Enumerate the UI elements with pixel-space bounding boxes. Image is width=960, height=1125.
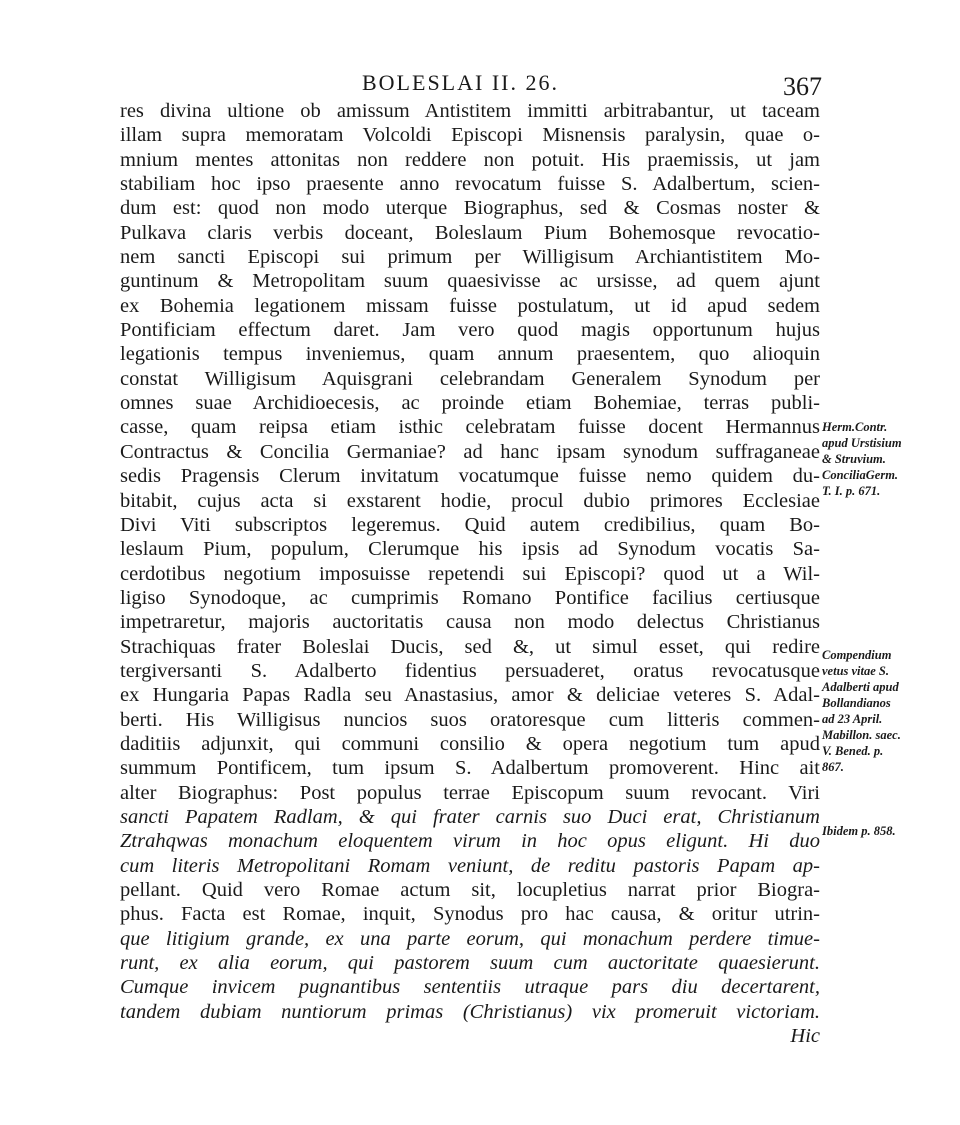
marginal-note: Adalberti apud bbox=[822, 680, 899, 694]
text-line: casse, quam reipsa etiam isthic celebratam fuisse docent Hermannus bbox=[120, 416, 820, 439]
marginal-note: Mabillon. saec. bbox=[822, 728, 901, 742]
text-line: bitabit, cujus acta si exstarent hodie, procul dubio primores Ecclesiae bbox=[120, 489, 820, 512]
text-line: ligiso Synodoque, ac cumprimis Romano Pontifice facilius certiusque bbox=[120, 586, 820, 609]
text-line: alter Biographus: Post populus terrae Episcopum suum revocant. Viri bbox=[120, 781, 820, 804]
text-line: sancti Papatem Radlam, & qui frater carnis suo Duci erat, Christianum bbox=[120, 805, 820, 828]
text-line: legationis tempus inveniemus, quam annum praesentem, quo alioquin bbox=[120, 343, 820, 366]
body-text bbox=[120, 99, 820, 1048]
marginal-note: T. I. p. 671. bbox=[822, 484, 881, 498]
marginal-notes bbox=[822, 420, 952, 844]
text-line: daditiis adjunxit, qui communi consilio & opera negotium tum apud bbox=[120, 732, 820, 755]
text-line: runt, ex alia eorum, qui pastorem suum cum auctoritate quaesierunt. bbox=[120, 952, 820, 975]
text-line: Pulkava claris verbis doceant, Boleslaum Pium Bohemosque revocatio- bbox=[120, 221, 820, 244]
running-head: BOLESLAI II. 26. bbox=[362, 70, 559, 95]
text-line: summum Pontificem, tum ipsum S. Adalbertum promoverent. Hinc ait bbox=[120, 757, 820, 780]
text-line: constat Willigisum Aquisgrani celebrandam Generalem Synodum per bbox=[120, 367, 820, 390]
text-line: Contractus & Concilia Germaniae? ad hanc ipsam synodum suffraganeae bbox=[120, 440, 820, 463]
marginal-note: Bollandianos bbox=[822, 696, 891, 710]
text-line: ex Hungaria Papas Radla seu Anastasius, amor & deliciae veteres S. Adal- bbox=[120, 684, 820, 707]
text-line: nem sancti Episcopi sui primum per Willigisum Archiantistitem Mo- bbox=[120, 246, 820, 269]
marginal-note: 867. bbox=[822, 760, 844, 774]
text-line: berti. His Willigisus nuncios suos oratoresque cum litteris commen- bbox=[120, 708, 820, 731]
text-line: Strachiquas frater Boleslai Ducis, sed &, ut simul esset, qui redire bbox=[120, 635, 820, 658]
marginal-note: vetus vitae S. bbox=[822, 664, 890, 678]
text-line: leslaum Pium, populum, Clerumque his ipsis ad Synodum vocatis Sa- bbox=[120, 538, 820, 561]
text-line: dum est: quod non modo uterque Biographus, sed & Cosmas noster & bbox=[120, 197, 820, 220]
text-line: mnium mentes attonitas non reddere non potuit. His praemissis, ut jam bbox=[120, 148, 820, 171]
text-line: omnes suae Archidioecesis, ac proinde etiam Bohemiae, terras publi- bbox=[120, 392, 820, 415]
text-line: phus. Facta est Romae, inquit, Synodus pro hac causa, & oritur utrin- bbox=[120, 903, 820, 926]
marginal-note: apud Urstisium bbox=[822, 436, 902, 450]
text-line: stabiliam hoc ipso praesente anno revocatum fuisse S. Adalbertum, scien- bbox=[120, 173, 820, 196]
marginal-note: V. Bened. p. bbox=[822, 744, 884, 758]
catchword: Hic bbox=[790, 1025, 820, 1048]
text-line: ex Bohemia legationem missam fuisse postulatum, ut id apud sedem bbox=[120, 294, 820, 317]
text-line: tandem dubiam nuntiorum primas (Christianus) vix promeruit victoriam. bbox=[120, 1000, 820, 1023]
text-line: cum literis Metropolitani Romam veniunt, de reditu pastoris Papam ap- bbox=[120, 854, 820, 877]
text-line: Divi Viti subscriptos legeremus. Quid autem credibilius, quam Bo- bbox=[120, 513, 820, 536]
text-line: illam supra memoratam Volcoldi Episcopi Misnensis paralysin, quae o- bbox=[120, 124, 820, 147]
text-line: impetraretur, majoris auctoritatis causa non modo delectus Christianus bbox=[120, 611, 820, 634]
marginal-note: & Struvium. bbox=[822, 452, 886, 466]
page-number: 367 bbox=[783, 72, 822, 101]
marginal-note: Ibidem p. 858. bbox=[822, 824, 896, 838]
text-line: que litigium grande, ex una parte eorum, qui monachum perdere timue- bbox=[120, 927, 820, 950]
text-line: pellant. Quid vero Romae actum sit, locupletius narrat prior Biogra- bbox=[120, 879, 820, 901]
text-line: Pontificiam effectum daret. Jam vero quod magis opportunum hujus bbox=[120, 319, 820, 342]
text-line: tergiversanti S. Adalberto fidentius persuaderet, oratus revocatusque bbox=[120, 659, 820, 682]
text-line: Ztrahqwas monachum eloquentem virum in hoc opus eligunt. Hi duo bbox=[120, 830, 820, 853]
text-line: cerdotibus negotium imposuisse repetendi sui Episcopi? quod ut a Wil- bbox=[120, 562, 820, 585]
marginal-note: ad 23 April. bbox=[822, 712, 883, 726]
text-line: Cumque invicem pugnantibus sententiis utraque pars diu decertarent, bbox=[120, 976, 820, 999]
marginal-note: Compendium bbox=[822, 648, 892, 662]
text-line: sedis Pragensis Clerum invitatum vocatumque fuisse nemo quidem du- bbox=[120, 465, 820, 488]
text-line: res divina ultione ob amissum Antistitem immitti arbitrabantur, ut taceam bbox=[120, 100, 820, 122]
marginal-note: Herm.Contr. bbox=[822, 420, 888, 434]
marginal-note: ConciliaGerm. bbox=[822, 468, 899, 482]
text-line: guntinum & Metropolitam suum quaesivisse ac ursisse, ad quem ajunt bbox=[120, 270, 820, 293]
